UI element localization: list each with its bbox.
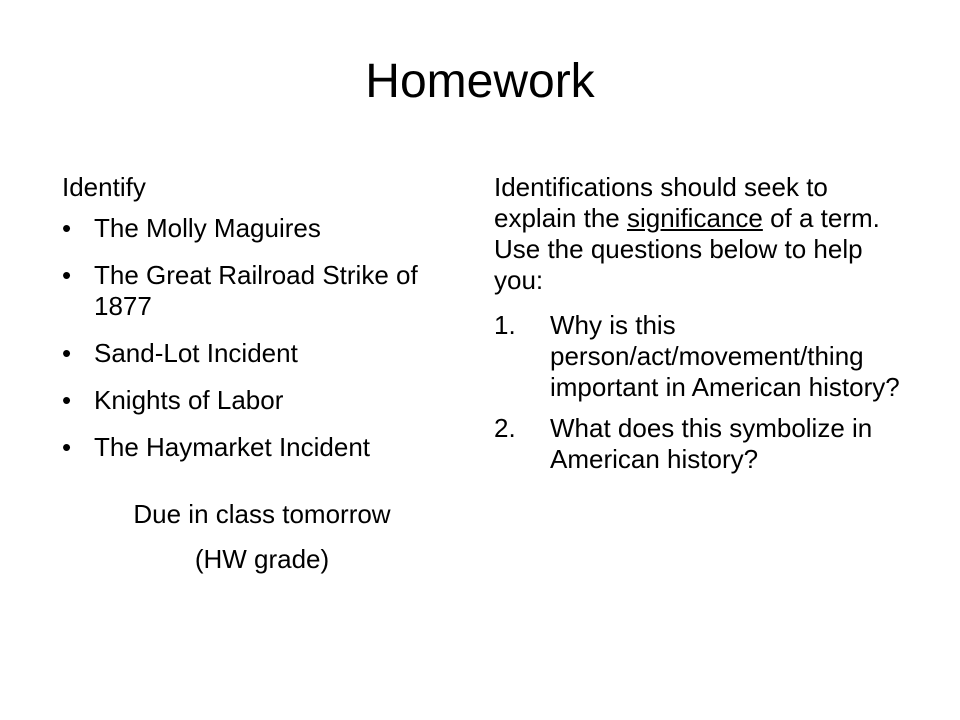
question-text: Why is this person/act/movement/thing important in American history? (550, 310, 900, 402)
term-item (62, 432, 462, 463)
term-list (62, 213, 462, 463)
due-date-text: Due in class tomorrow (133, 499, 391, 529)
identify-label: Identify (62, 172, 146, 202)
term-text: Sand-Lot Incident (94, 338, 298, 368)
term-text: Knights of Labor (94, 385, 284, 415)
instructions-paragraph (494, 172, 914, 296)
question-item (494, 413, 914, 475)
left-column (62, 172, 462, 589)
instructions-text-end: of a term. Use the questions below to help you: (494, 203, 880, 295)
term-text: The Molly Maguires (94, 213, 321, 243)
question-item (494, 310, 914, 403)
significance-emphasis: significance (626, 203, 763, 233)
term-item (62, 260, 462, 322)
question-list (494, 310, 914, 475)
question-number: 1. (494, 310, 516, 340)
question-text: What does this symbolize in American history? (550, 413, 873, 474)
right-column (494, 172, 914, 485)
grade-type-text: (HW grade) (194, 544, 330, 574)
term-item (62, 385, 462, 416)
instructions-text-start: Identifications should seek to explain the (494, 172, 828, 233)
due-note (62, 499, 462, 575)
bullet-icon: • (62, 432, 72, 462)
bullet-icon: • (62, 385, 72, 415)
question-number: 2. (494, 413, 516, 443)
term-text: The Haymarket Incident (94, 432, 371, 462)
bullet-icon: • (62, 213, 72, 243)
slide-title: Homework (365, 55, 595, 108)
term-item (62, 213, 462, 244)
bullet-icon: • (62, 338, 72, 368)
bullet-icon: • (62, 260, 72, 290)
term-item (62, 338, 462, 369)
term-text: The Great Railroad Strike of 1877 (94, 260, 418, 321)
